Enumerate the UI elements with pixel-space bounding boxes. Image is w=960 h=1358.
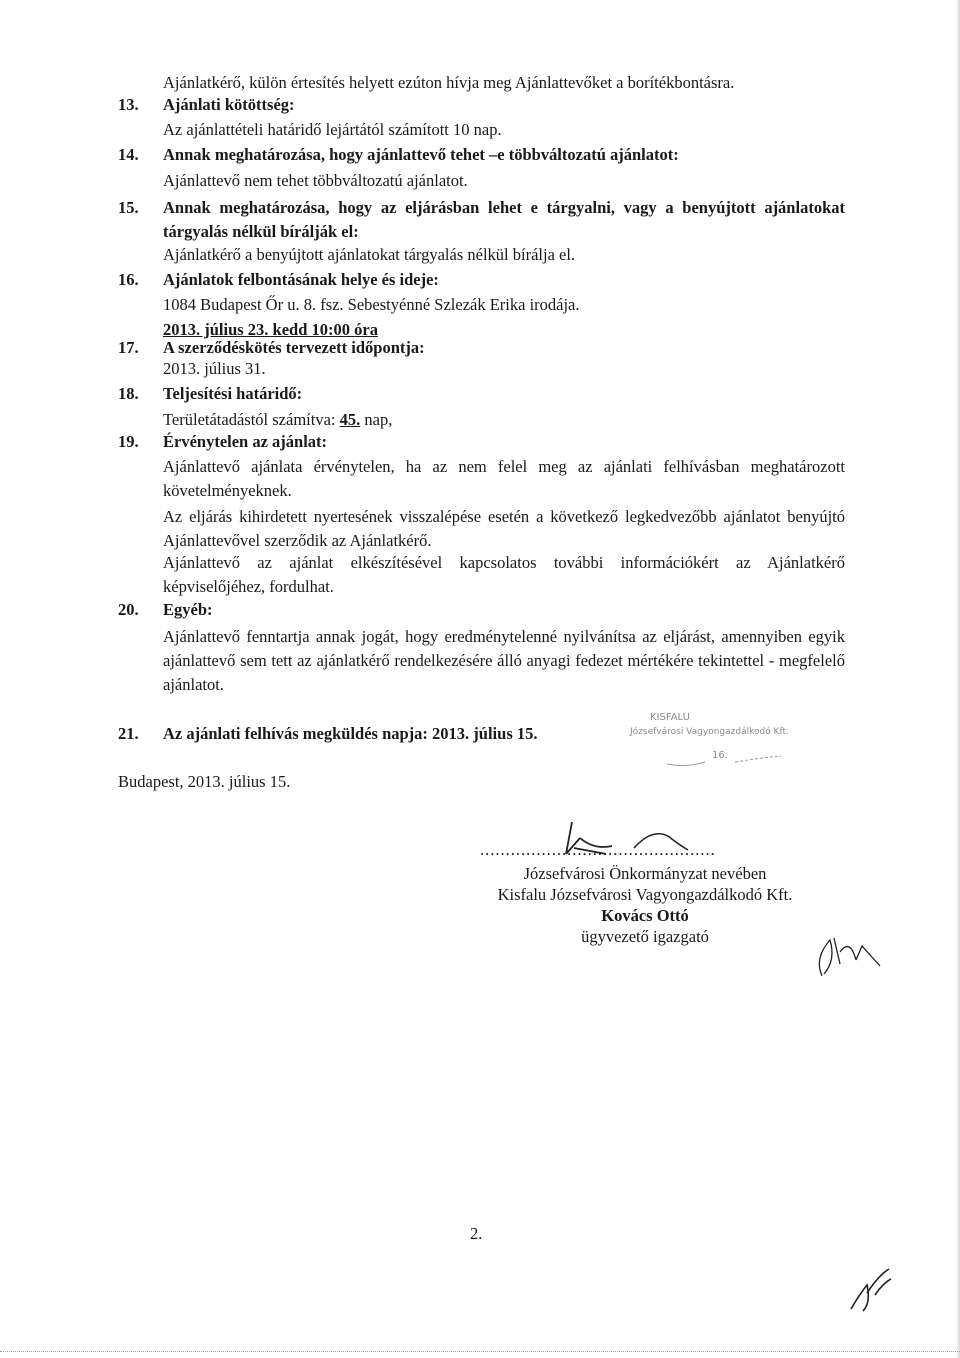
item-21-heading: Az ajánlati felhívás megküldés napja: 2013. július 15.: [163, 724, 538, 743]
initials-mark: [810, 930, 885, 982]
page-number: 2.: [470, 1224, 483, 1243]
signature-line-1: Józsefvárosi Önkormányzat nevében: [523, 864, 767, 883]
stamp-number: 16.: [712, 750, 728, 761]
item-19-paragraph-1: Ajánlattevő ajánlata érvénytelen, ha az nem felel meg az ajánlati felhívásban meghatározott követelményeknek.: [163, 457, 845, 500]
item-18-text-a: Területátadástól számítva:: [163, 410, 336, 429]
item-18-text: [163, 410, 392, 430]
item-19-number: 19.: [118, 432, 139, 451]
scan-edge-shadow: [956, 0, 960, 1358]
item-16-number: 16.: [118, 270, 139, 289]
place-and-date: Budapest, 2013. július 15.: [118, 772, 291, 791]
item-18-text-c: nap,: [360, 410, 393, 429]
stamp-name: KISFALU: [650, 712, 690, 723]
item-19-paragraph-3: Ajánlattevő az ajánlat elkészítésével kapcsolatos további információkért az Ajánlatkérő képviselőjéhez, fordulhat.: [163, 553, 845, 596]
item-17-heading: A szerződéskötés tervezett időpontja:: [163, 338, 425, 357]
item-16-address: 1084 Budapest Őr u. 8. fsz. Sebestyénné Szlezák Erika irodája.: [163, 295, 580, 314]
item-13-text: Az ajánlattételi határidő lejártától számított 10 nap.: [163, 120, 502, 139]
item-19-heading: Érvénytelen az ajánlat:: [163, 432, 328, 451]
item-16-date: 2013. július 23. kedd 10:00 óra: [163, 320, 378, 339]
scan-bottom-edge: [0, 1351, 960, 1352]
item-13-number: 13.: [118, 95, 139, 114]
item-15-text: Ajánlatkérő a benyújtott ajánlatokat tárgyalás nélkül bírálja el.: [163, 245, 576, 264]
item-15-heading: Annak meghatározása, hogy az eljárásban lehet e tárgyalni, vagy a benyújtott ajánlatokat tárgyalás nélkül bírálják el:: [163, 198, 845, 241]
item-20-heading: Egyéb:: [163, 600, 213, 619]
item-15-number: 15.: [118, 198, 139, 217]
item-18-number: 18.: [118, 384, 139, 403]
stamp-company: Józsefvárosi Vagyongazdálkodó Kft.: [630, 727, 789, 737]
signatory-title: ügyvezető igazgató: [581, 927, 709, 946]
item-17-text: 2013. július 31.: [163, 359, 266, 378]
stamp-lines-icon: [665, 752, 785, 772]
item-20-number: 20.: [118, 600, 139, 619]
signatory-name: Kovács Ottó: [601, 906, 689, 925]
item-20-paragraph-1: Ajánlattevő fenntartja annak jogát, hogy eredménytelenné nyilvánítsa az eljárást, amennyiben egyik ajánlattevő sem tett az ajánlatkérő rendelkezésére álló anyagi fedezet mértékére tekintettel - megfelelő ajánlatot.: [163, 627, 845, 694]
item-14-number: 14.: [118, 145, 139, 164]
paraph-mark: [845, 1265, 895, 1315]
item-18-heading: Teljesítési határidő:: [163, 384, 303, 403]
item-14-text: Ajánlattevő nem tehet többváltozatú ajánlatot.: [163, 171, 468, 190]
signature-dots: ..............................................: [480, 840, 716, 859]
intro-text: Ajánlatkérő, külön értesítés helyett ezúton hívja meg Ajánlattevőket a borítékbontásra.: [163, 73, 735, 92]
item-13-heading: Ajánlati kötöttség:: [163, 95, 295, 114]
item-14-heading: Annak meghatározása, hogy ajánlattevő tehet –e többváltozatú ajánlatot:: [163, 145, 679, 164]
item-18-days: 45.: [339, 410, 361, 429]
item-16-heading: Ajánlatok felbontásának helye és ideje:: [163, 270, 439, 289]
item-19-paragraph-2: Az eljárás kihirdetett nyertesének visszalépése esetén a következő legkedvezőbb ajánlatot benyújtó Ajánlattevővel szerződik az Ajánlatkérő.: [163, 507, 845, 550]
item-17-number: 17.: [118, 338, 139, 357]
signature-line-2: Kisfalu Józsefvárosi Vagyongazdálkodó Kft.: [497, 885, 793, 904]
item-21-number: 21.: [118, 724, 139, 743]
